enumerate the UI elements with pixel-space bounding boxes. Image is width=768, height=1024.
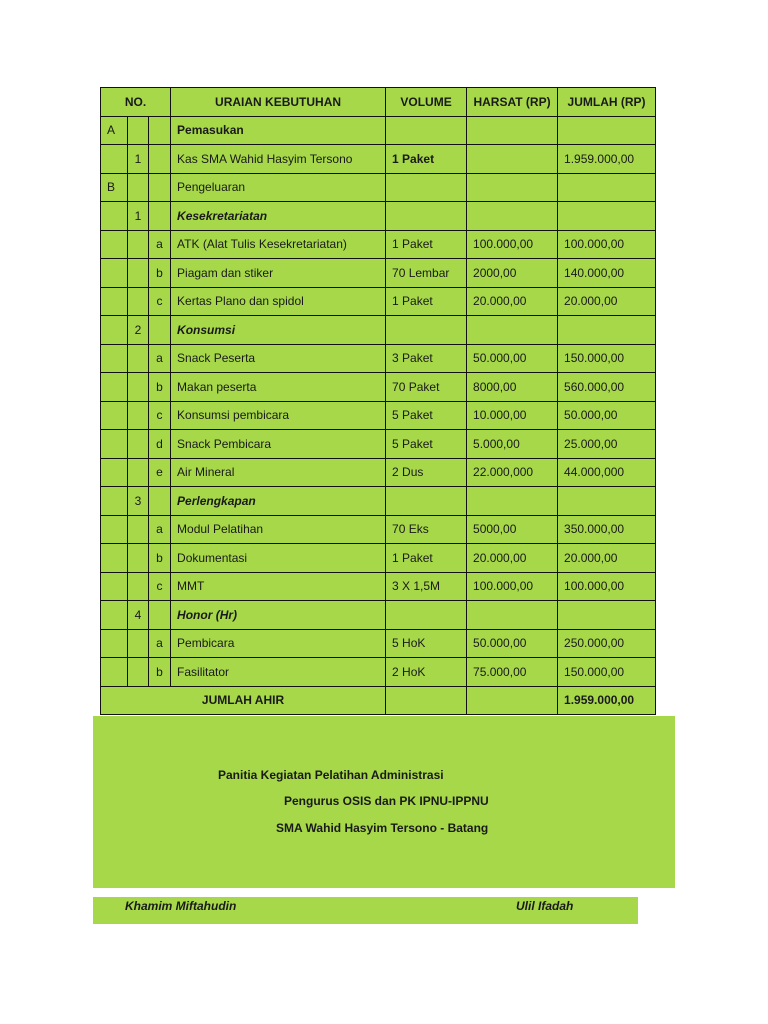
row-volume: 2 Dus xyxy=(386,458,467,487)
row-number xyxy=(128,230,149,259)
row-letter xyxy=(101,601,128,630)
table-row xyxy=(101,544,656,573)
row-number: 3 xyxy=(128,487,149,516)
row-letter xyxy=(101,316,128,345)
row-letter xyxy=(101,544,128,573)
row-description: Piagam dan stiker xyxy=(171,259,386,288)
row-sub xyxy=(149,202,171,231)
header-no: NO. xyxy=(101,88,171,117)
row-number: 1 xyxy=(128,145,149,174)
row-letter xyxy=(101,572,128,601)
row-sub: b xyxy=(149,259,171,288)
row-sub: a xyxy=(149,515,171,544)
row-jumlah: 50.000,00 xyxy=(558,401,656,430)
row-volume: 2 HoK xyxy=(386,658,467,687)
table-row xyxy=(101,287,656,316)
row-sub xyxy=(149,116,171,145)
row-volume: 1 Paket xyxy=(386,145,467,174)
row-harsat: 8000,00 xyxy=(467,373,558,402)
signature-strip xyxy=(93,897,638,924)
row-volume: 70 Lembar xyxy=(386,259,467,288)
signature-left: Khamim Miftahudin xyxy=(125,899,237,913)
row-description: Pembicara xyxy=(171,629,386,658)
total-harsat xyxy=(467,686,558,715)
row-description: Konsumsi pembicara xyxy=(171,401,386,430)
table-row xyxy=(101,515,656,544)
row-volume: 5 Paket xyxy=(386,430,467,459)
row-number xyxy=(128,373,149,402)
row-number xyxy=(128,572,149,601)
header-volume: VOLUME xyxy=(386,88,467,117)
table-row xyxy=(101,316,656,345)
row-sub: b xyxy=(149,544,171,573)
table-row xyxy=(101,458,656,487)
row-jumlah: 560.000,00 xyxy=(558,373,656,402)
row-letter xyxy=(101,287,128,316)
header-uraian: URAIAN KEBUTUHAN xyxy=(171,88,386,117)
row-jumlah: 100.000,00 xyxy=(558,572,656,601)
row-sub: d xyxy=(149,430,171,459)
row-number xyxy=(128,430,149,459)
row-volume xyxy=(386,173,467,202)
row-jumlah: 100.000,00 xyxy=(558,230,656,259)
row-harsat: 20.000,00 xyxy=(467,287,558,316)
row-letter xyxy=(101,430,128,459)
row-volume: 1 Paket xyxy=(386,287,467,316)
table-row xyxy=(101,430,656,459)
row-letter xyxy=(101,487,128,516)
row-sub: b xyxy=(149,658,171,687)
total-label: JUMLAH AHIR xyxy=(101,686,386,715)
table-row xyxy=(101,259,656,288)
row-description: Fasilitator xyxy=(171,658,386,687)
row-harsat: 5.000,00 xyxy=(467,430,558,459)
row-letter xyxy=(101,458,128,487)
row-volume: 70 Eks xyxy=(386,515,467,544)
row-volume: 5 Paket xyxy=(386,401,467,430)
row-jumlah: 1.959.000,00 xyxy=(558,145,656,174)
header-harsat: HARSAT (RP) xyxy=(467,88,558,117)
row-harsat xyxy=(467,202,558,231)
row-description: Perlengkapan xyxy=(171,487,386,516)
row-harsat xyxy=(467,316,558,345)
table-row xyxy=(101,344,656,373)
row-sub: a xyxy=(149,629,171,658)
committee-line-2: Pengurus OSIS dan PK IPNU-IPPNU xyxy=(284,794,489,808)
table-row xyxy=(101,116,656,145)
row-volume: 70 Paket xyxy=(386,373,467,402)
row-number xyxy=(128,515,149,544)
row-jumlah: 20.000,00 xyxy=(558,287,656,316)
row-harsat: 2000,00 xyxy=(467,259,558,288)
row-harsat: 22.000,000 xyxy=(467,458,558,487)
table-row xyxy=(101,173,656,202)
row-description: Air Mineral xyxy=(171,458,386,487)
row-volume xyxy=(386,487,467,516)
row-volume: 1 Paket xyxy=(386,230,467,259)
row-number xyxy=(128,173,149,202)
row-jumlah: 44.000,000 xyxy=(558,458,656,487)
row-jumlah xyxy=(558,601,656,630)
row-description: Makan peserta xyxy=(171,373,386,402)
table-row xyxy=(101,629,656,658)
row-harsat: 50.000,00 xyxy=(467,629,558,658)
row-description: Honor (Hr) xyxy=(171,601,386,630)
budget-table xyxy=(100,87,656,715)
row-sub: c xyxy=(149,287,171,316)
row-number xyxy=(128,629,149,658)
table-row xyxy=(101,202,656,231)
total-jumlah: 1.959.000,00 xyxy=(558,686,656,715)
total-row xyxy=(101,686,656,715)
total-volume xyxy=(386,686,467,715)
row-harsat: 100.000,00 xyxy=(467,230,558,259)
row-description: Kesekretariatan xyxy=(171,202,386,231)
row-jumlah: 250.000,00 xyxy=(558,629,656,658)
row-description: Pengeluaran xyxy=(171,173,386,202)
row-volume xyxy=(386,202,467,231)
row-letter xyxy=(101,401,128,430)
row-sub xyxy=(149,601,171,630)
row-number xyxy=(128,458,149,487)
row-jumlah: 140.000,00 xyxy=(558,259,656,288)
row-letter xyxy=(101,373,128,402)
row-number: 4 xyxy=(128,601,149,630)
row-volume: 5 HoK xyxy=(386,629,467,658)
row-sub xyxy=(149,487,171,516)
row-number xyxy=(128,658,149,687)
row-description: Snack Pembicara xyxy=(171,430,386,459)
row-letter xyxy=(101,658,128,687)
row-jumlah: 350.000,00 xyxy=(558,515,656,544)
row-number xyxy=(128,401,149,430)
row-letter xyxy=(101,145,128,174)
row-sub xyxy=(149,316,171,345)
row-harsat: 50.000,00 xyxy=(467,344,558,373)
committee-line-1: Panitia Kegiatan Pelatihan Administrasi xyxy=(218,768,444,782)
table-row xyxy=(101,487,656,516)
row-description: Dokumentasi xyxy=(171,544,386,573)
row-description: Kas SMA Wahid Hasyim Tersono xyxy=(171,145,386,174)
row-jumlah xyxy=(558,173,656,202)
row-number: 2 xyxy=(128,316,149,345)
table-row xyxy=(101,230,656,259)
row-harsat xyxy=(467,487,558,516)
row-jumlah xyxy=(558,202,656,231)
row-sub: a xyxy=(149,230,171,259)
table-header-row xyxy=(101,88,656,117)
table-row xyxy=(101,658,656,687)
signature-right: Ulil Ifadah xyxy=(516,899,574,913)
row-description: Kertas Plano dan spidol xyxy=(171,287,386,316)
row-jumlah xyxy=(558,316,656,345)
row-description: Konsumsi xyxy=(171,316,386,345)
row-harsat: 10.000,00 xyxy=(467,401,558,430)
row-letter xyxy=(101,259,128,288)
row-harsat xyxy=(467,116,558,145)
row-volume xyxy=(386,316,467,345)
row-number xyxy=(128,259,149,288)
committee-line-3: SMA Wahid Hasyim Tersono - Batang xyxy=(276,821,489,835)
row-jumlah: 150.000,00 xyxy=(558,658,656,687)
table-row xyxy=(101,601,656,630)
row-letter xyxy=(101,515,128,544)
row-number xyxy=(128,344,149,373)
row-sub: c xyxy=(149,401,171,430)
row-letter xyxy=(101,202,128,231)
row-volume: 3 X 1,5M xyxy=(386,572,467,601)
row-letter xyxy=(101,629,128,658)
row-harsat xyxy=(467,601,558,630)
row-description: MMT xyxy=(171,572,386,601)
row-volume: 1 Paket xyxy=(386,544,467,573)
row-number: 1 xyxy=(128,202,149,231)
row-sub xyxy=(149,173,171,202)
table-row xyxy=(101,572,656,601)
row-sub xyxy=(149,145,171,174)
table-row xyxy=(101,145,656,174)
row-volume xyxy=(386,116,467,145)
row-sub: a xyxy=(149,344,171,373)
row-number xyxy=(128,116,149,145)
committee-panel xyxy=(93,716,675,888)
row-description: Pemasukan xyxy=(171,116,386,145)
row-volume xyxy=(386,601,467,630)
row-sub: c xyxy=(149,572,171,601)
row-description: Snack Peserta xyxy=(171,344,386,373)
row-jumlah: 25.000,00 xyxy=(558,430,656,459)
row-description: Modul Pelatihan xyxy=(171,515,386,544)
row-harsat: 5000,00 xyxy=(467,515,558,544)
row-jumlah: 20.000,00 xyxy=(558,544,656,573)
row-letter xyxy=(101,344,128,373)
row-sub: b xyxy=(149,373,171,402)
row-letter: B xyxy=(101,173,128,202)
row-harsat xyxy=(467,173,558,202)
row-description: ATK (Alat Tulis Kesekretariatan) xyxy=(171,230,386,259)
table-row xyxy=(101,401,656,430)
row-harsat xyxy=(467,145,558,174)
row-jumlah: 150.000,00 xyxy=(558,344,656,373)
row-jumlah xyxy=(558,487,656,516)
row-volume: 3 Paket xyxy=(386,344,467,373)
row-harsat: 75.000,00 xyxy=(467,658,558,687)
row-sub: e xyxy=(149,458,171,487)
row-letter xyxy=(101,230,128,259)
table-row xyxy=(101,373,656,402)
row-number xyxy=(128,544,149,573)
row-harsat: 100.000,00 xyxy=(467,572,558,601)
row-harsat: 20.000,00 xyxy=(467,544,558,573)
row-jumlah xyxy=(558,116,656,145)
header-jumlah: JUMLAH (RP) xyxy=(558,88,656,117)
row-letter: A xyxy=(101,116,128,145)
row-number xyxy=(128,287,149,316)
